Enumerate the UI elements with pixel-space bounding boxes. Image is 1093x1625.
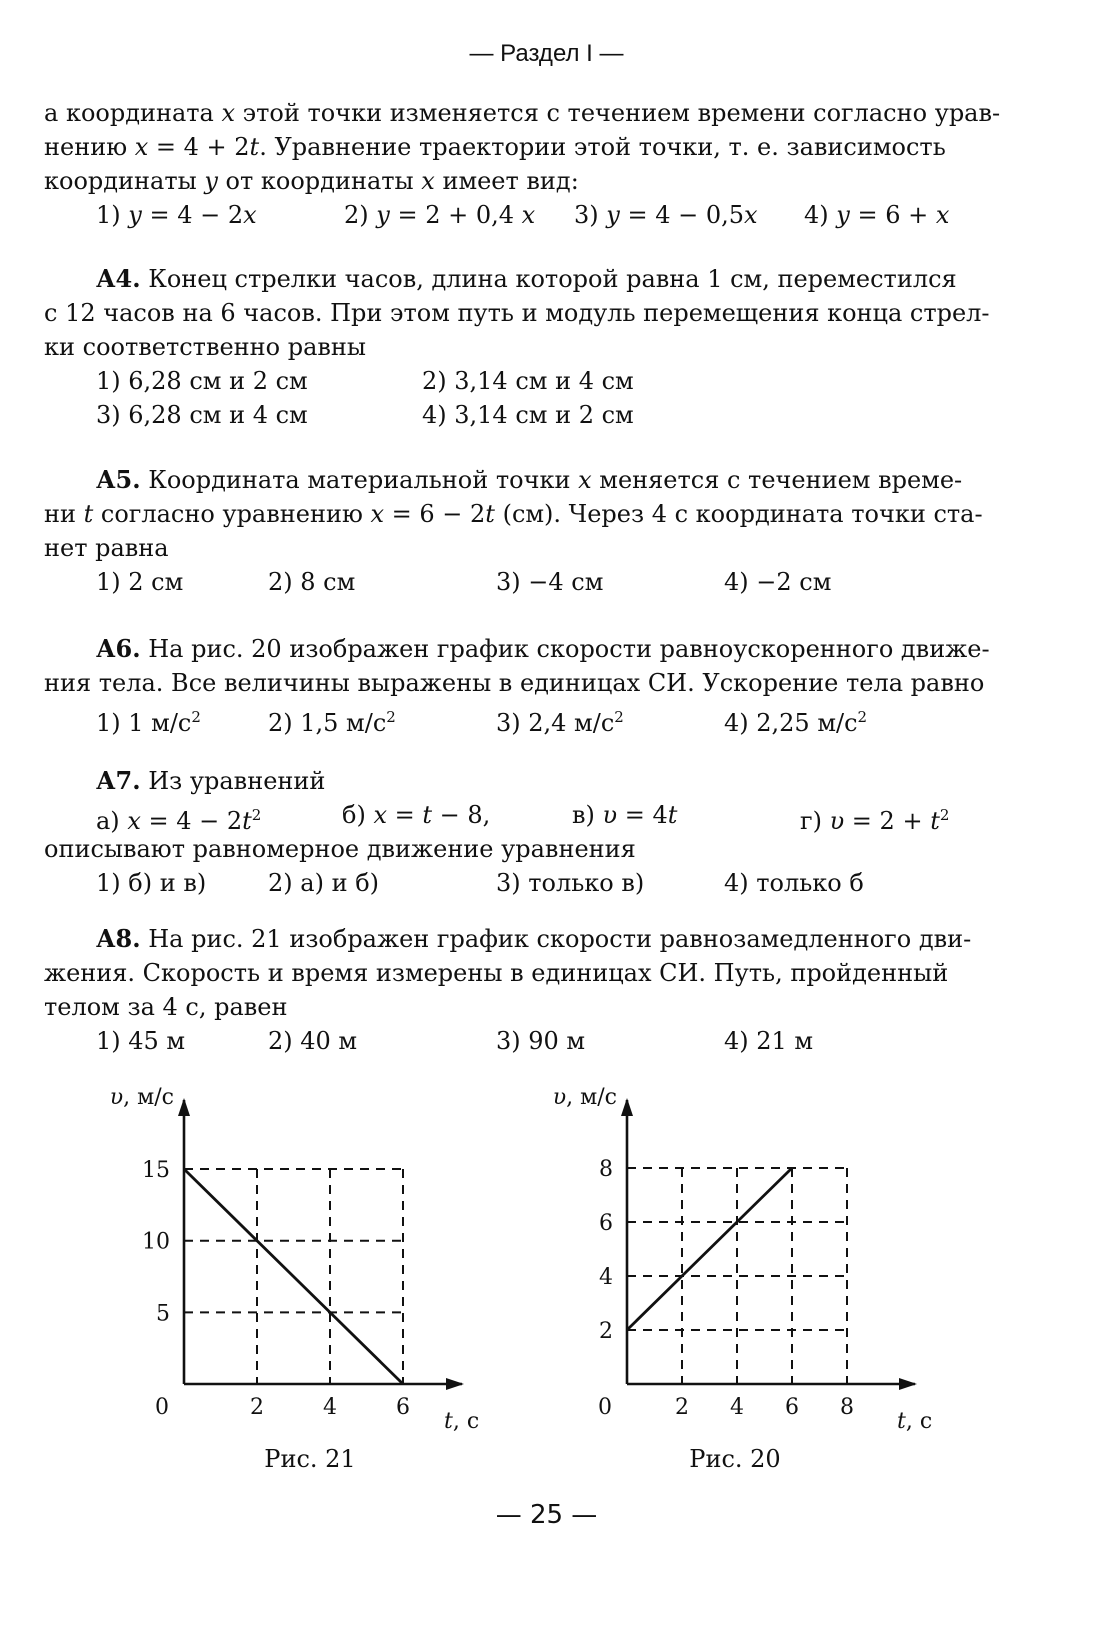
text-run: этой точки изменяется с течением времени согласно урав-	[235, 99, 1001, 127]
text-run: с 12 часов на 6 часов. При этом путь и модуль перемещения конца стрел-	[44, 299, 990, 327]
answer-options	[44, 866, 1054, 900]
answer-options	[44, 364, 1054, 398]
figure-21	[60, 1080, 520, 1473]
velocity-line	[627, 1168, 792, 1330]
text-run: =	[387, 801, 423, 829]
text-run: 2	[251, 806, 262, 824]
text-line	[44, 164, 1054, 198]
text-run: x	[127, 807, 141, 835]
text-run: 1) б) и в)	[96, 869, 207, 897]
text-run: y	[204, 167, 218, 195]
x-axis-label	[897, 1409, 932, 1434]
y-tick-label: 10	[142, 1229, 170, 1255]
answer-options	[44, 1024, 1054, 1058]
text-run: Конец стрелки часов, длина которой равна 1 см, переместился	[140, 265, 957, 293]
text-run: = 4 − 0,5	[619, 201, 744, 229]
text-line	[44, 330, 1054, 364]
origin-label: 0	[155, 1395, 169, 1420]
text-run: нению	[44, 133, 135, 161]
text-run: t	[249, 133, 260, 161]
x-tick-label: 4	[323, 1395, 337, 1420]
text-run: = 2 + 0,4	[389, 201, 522, 229]
x-tick-label: 8	[840, 1395, 854, 1420]
text-run: телом за 4 с, равен	[44, 993, 288, 1021]
origin-label: 0	[598, 1395, 612, 1420]
text-run: нет равна	[44, 534, 169, 562]
answer-option-1	[96, 565, 183, 599]
text-run: υ	[602, 801, 618, 829]
text-run: = 2 +	[844, 807, 931, 835]
text-run: = 4 − 2	[141, 201, 244, 229]
x-axis-variable: t	[444, 1409, 453, 1434]
text-run: 4) −2 см	[724, 568, 832, 596]
text-run: 4)	[804, 201, 837, 229]
text-run: x	[578, 466, 592, 494]
text-run: На рис. 20 изображен график скорости равноускоренного движе-	[140, 635, 990, 663]
text-run: x	[421, 167, 435, 195]
text-run: А4.	[96, 264, 141, 293]
text-run: x	[134, 133, 149, 161]
text-run: 2) а) и б)	[268, 869, 379, 897]
text-run: y	[128, 201, 142, 229]
x-tick-label: 2	[250, 1395, 264, 1420]
question-text	[44, 463, 1054, 497]
text-run: 2) 40 м	[268, 1027, 358, 1055]
text-run: А8.	[96, 924, 141, 953]
text-run: x	[221, 99, 236, 127]
answer-option-3	[96, 398, 308, 432]
answer-options	[44, 700, 1054, 737]
text-run: x	[744, 201, 758, 229]
text-run: Из уравнений	[140, 767, 326, 795]
question-a3-continuation	[44, 96, 1054, 232]
x-tick-label: 6	[785, 1395, 799, 1420]
answer-option-1	[96, 700, 201, 740]
text-run: 1) 6,28 см и 2 см	[96, 367, 308, 395]
velocity-graph-20	[515, 1080, 995, 1440]
figure-caption: Рис. 20	[689, 1445, 781, 1473]
text-run: t	[485, 500, 495, 528]
text-line	[44, 96, 1054, 130]
question-text	[44, 632, 1054, 666]
text-run: x	[370, 500, 385, 528]
text-run: описывают равномерное движение уравнения	[44, 835, 636, 863]
text-run: ки соответственно равны	[44, 333, 367, 361]
text-run: 2	[614, 708, 624, 726]
text-run: x	[243, 201, 257, 229]
text-run: 4) 2,25 м/с	[724, 709, 858, 737]
text-line	[44, 832, 1054, 866]
text-run: 4) 21 м	[724, 1027, 814, 1055]
text-run: 2)	[344, 201, 377, 229]
text-run: = 4	[617, 801, 668, 829]
text-run: t	[422, 801, 433, 829]
answer-options	[44, 198, 1054, 232]
y-axis-unit: , м/с	[123, 1085, 174, 1110]
text-line	[44, 531, 1054, 565]
text-run: υ	[829, 807, 845, 835]
x-axis-unit: , с	[905, 1409, 933, 1434]
text-run: Координата материальной точки	[140, 466, 579, 494]
text-run: а)	[96, 807, 128, 835]
answer-option-4	[724, 1024, 813, 1058]
answer-option-2	[268, 1024, 357, 1058]
text-run: 2) 3,14 см и 4 см	[422, 367, 634, 395]
question-a6	[44, 632, 1054, 737]
text-run: (см). Через 4 с координата точки ста-	[494, 500, 983, 528]
text-run: 3) только в)	[496, 869, 645, 897]
y-axis-label	[553, 1085, 617, 1110]
text-run: 2) 8 см	[268, 568, 356, 596]
equation-b	[342, 798, 490, 832]
text-run: y	[836, 201, 850, 229]
equation-list	[44, 798, 1054, 835]
text-run: г)	[800, 807, 830, 835]
y-tick-label: 2	[599, 1319, 613, 1344]
question-a5	[44, 463, 1054, 599]
answer-option-4	[724, 700, 867, 740]
velocity-line	[184, 1169, 403, 1384]
text-line	[44, 990, 1054, 1024]
text-run: . Уравнение траектории этой точки, т. е. зависимость	[259, 133, 946, 161]
answer-option-1	[96, 1024, 185, 1058]
x-tick-label: 4	[730, 1395, 744, 1420]
text-run: 4) 3,14 см и 2 см	[422, 401, 634, 429]
text-run: б)	[342, 801, 374, 829]
figure-20	[515, 1080, 995, 1473]
y-tick-label: 6	[599, 1211, 613, 1236]
x-axis-label	[444, 1409, 479, 1434]
answer-option-4	[422, 398, 634, 432]
question-a8	[44, 922, 1054, 1058]
text-run: − 8,	[432, 801, 491, 829]
velocity-graph-21	[60, 1080, 520, 1440]
question-text	[44, 764, 1054, 798]
x-tick-label: 2	[675, 1395, 689, 1420]
y-tick-label: 15	[142, 1158, 170, 1184]
y-axis-arrow	[178, 1098, 190, 1116]
text-run: 2	[939, 806, 950, 824]
text-run: 1)	[96, 201, 129, 229]
text-run: ния тела. Все величины выражены в единицах СИ. Ускорение тела равно	[44, 669, 985, 697]
answer-option-1	[96, 198, 257, 232]
text-run: 2	[386, 708, 396, 726]
text-line	[44, 130, 1054, 164]
running-header: — Раздел I —	[469, 40, 624, 67]
answer-option-4	[804, 198, 949, 232]
x-axis-unit: , с	[452, 1409, 480, 1434]
text-run: от координаты	[217, 167, 422, 195]
text-run: 2) 1,5 м/с	[268, 709, 387, 737]
page-number: — 25 —	[495, 1500, 598, 1530]
y-axis-label	[110, 1085, 174, 1110]
text-run: согласно уравнению	[93, 500, 371, 528]
text-run: y	[376, 201, 390, 229]
question-text	[44, 922, 1054, 956]
answer-option-1	[96, 866, 206, 900]
text-run: x	[521, 201, 536, 229]
text-run: А7.	[96, 766, 141, 795]
answer-option-2	[422, 364, 634, 398]
text-run: ни	[44, 500, 84, 528]
text-run: t	[83, 500, 94, 528]
answer-option-3	[496, 1024, 585, 1058]
question-text	[44, 262, 1054, 296]
answer-option-4	[724, 866, 864, 900]
answer-option-2	[268, 700, 396, 740]
answer-option-4	[724, 565, 831, 599]
text-run: = 6 − 2	[384, 500, 486, 528]
question-a7	[44, 764, 1054, 900]
text-run: 1) 45 м	[96, 1027, 186, 1055]
text-run: 1) 2 см	[96, 568, 184, 596]
answer-option-3	[496, 700, 624, 740]
text-run: = 4 + 2	[148, 133, 250, 161]
text-run: t	[667, 801, 678, 829]
x-axis-arrow	[446, 1378, 464, 1390]
y-tick-label: 4	[599, 1265, 613, 1290]
text-run: координаты	[44, 167, 205, 195]
text-run: 2	[191, 708, 201, 726]
text-run: = 6 +	[849, 201, 936, 229]
answer-option-1	[96, 364, 308, 398]
answer-option-3	[496, 866, 644, 900]
text-run: 3) 90 м	[496, 1027, 586, 1055]
text-run: в)	[572, 801, 603, 829]
text-run: А6.	[96, 634, 141, 663]
text-run: а координата	[44, 99, 222, 127]
answer-option-3	[574, 198, 758, 232]
text-run: x	[373, 801, 387, 829]
answer-option-2	[268, 565, 355, 599]
text-run: А5.	[96, 465, 141, 494]
text-run: 3) −4 см	[496, 568, 604, 596]
y-axis-variable: υ	[552, 1085, 567, 1110]
text-run: имеет вид:	[434, 167, 579, 195]
text-run: 1) 1 м/с	[96, 709, 192, 737]
y-axis-variable: υ	[109, 1085, 124, 1110]
text-run: x	[935, 201, 950, 229]
text-run: На рис. 21 изображен график скорости равнозамедленного дви-	[140, 925, 972, 953]
text-run: меняется с течением време-	[591, 466, 963, 494]
answer-options	[44, 565, 1054, 599]
x-axis-variable: t	[897, 1409, 906, 1434]
answer-option-2	[268, 866, 379, 900]
text-run: 4) только б	[724, 869, 864, 897]
text-line	[44, 497, 1054, 531]
text-line	[44, 666, 1054, 700]
y-axis-unit: , м/с	[566, 1085, 617, 1110]
text-run: t	[930, 807, 940, 835]
text-run: 3) 2,4 м/с	[496, 709, 615, 737]
answer-options	[44, 398, 1054, 432]
answer-option-2	[344, 198, 535, 232]
text-run: 3)	[574, 201, 607, 229]
question-a4	[44, 262, 1054, 432]
x-tick-label: 6	[396, 1395, 410, 1420]
text-line	[44, 956, 1054, 990]
y-axis-arrow	[621, 1098, 633, 1116]
text-run: t	[242, 807, 252, 835]
text-run: 2	[857, 708, 868, 726]
text-run: жения. Скорость и время измерены в единицах СИ. Путь, пройденный	[44, 959, 949, 987]
figure-caption: Рис. 21	[264, 1445, 356, 1473]
text-line	[44, 296, 1054, 330]
y-tick-label: 8	[599, 1157, 613, 1182]
text-run: = 4 − 2	[140, 807, 243, 835]
x-axis-arrow	[899, 1378, 917, 1390]
text-run: y	[606, 201, 620, 229]
answer-option-3	[496, 565, 603, 599]
equation-c	[572, 798, 677, 832]
text-run: 3) 6,28 см и 4 см	[96, 401, 308, 429]
y-tick-label: 5	[156, 1301, 170, 1327]
